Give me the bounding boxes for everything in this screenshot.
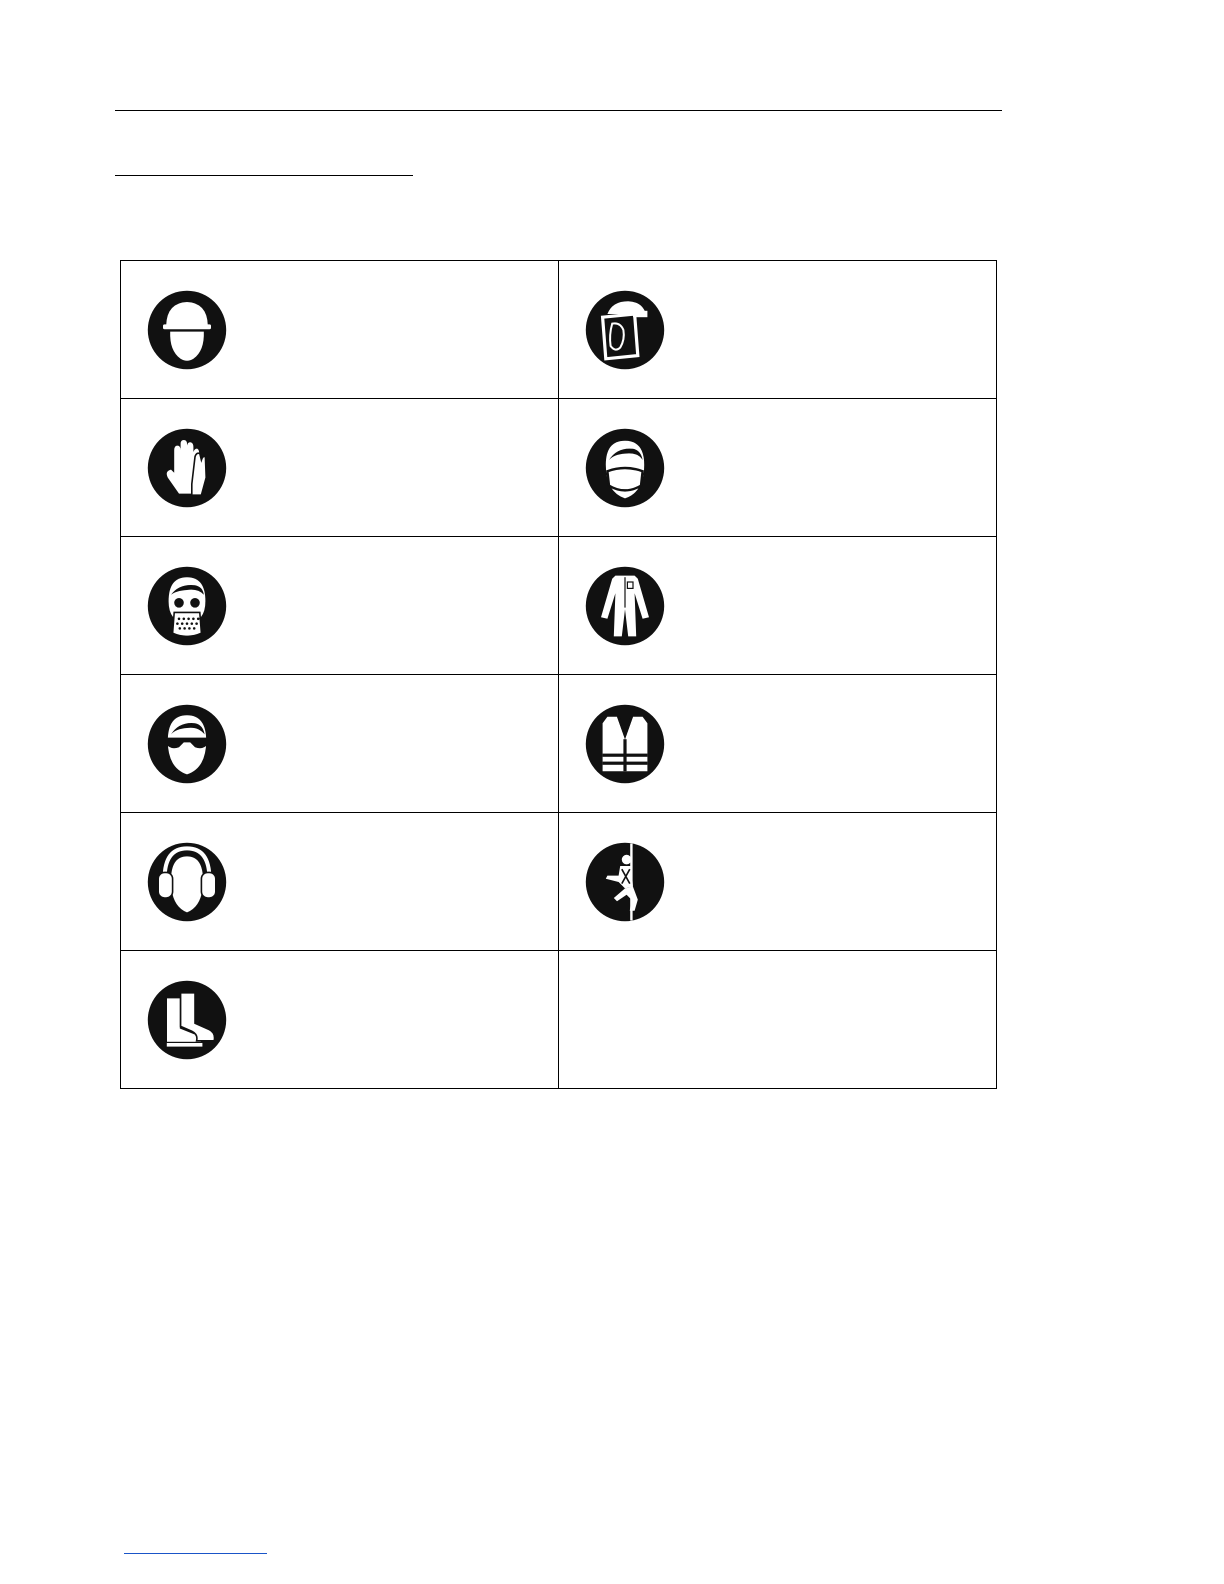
safety-glasses-icon <box>147 704 227 784</box>
table-cell <box>559 813 997 951</box>
table-cell <box>559 537 997 675</box>
table-cell <box>121 261 559 399</box>
table-row <box>121 675 997 813</box>
ear-defenders-icon <box>147 842 227 922</box>
table-cell <box>121 813 559 951</box>
table-row <box>121 951 997 1089</box>
page-header-rule <box>115 110 1002 111</box>
table-cell <box>559 399 997 537</box>
coverall-icon <box>585 566 665 646</box>
heading-underline <box>115 175 413 176</box>
table-cell <box>121 399 559 537</box>
safety-boots-icon <box>147 980 227 1060</box>
table-row <box>121 537 997 675</box>
footer-link-underline[interactable] <box>124 1553 267 1554</box>
table-row <box>121 261 997 399</box>
table-row <box>121 399 997 537</box>
ppe-signs-table <box>120 260 997 1089</box>
hard-hat-icon <box>147 290 227 370</box>
table-cell <box>121 537 559 675</box>
safety-harness-icon <box>585 842 665 922</box>
table-cell <box>121 675 559 813</box>
table-cell <box>121 951 559 1089</box>
hi-vis-vest-icon <box>585 704 665 784</box>
respirator-icon <box>147 566 227 646</box>
table-row <box>121 813 997 951</box>
face-shield-icon <box>585 290 665 370</box>
table-cell <box>559 261 997 399</box>
gloves-icon <box>147 428 227 508</box>
table-cell <box>559 675 997 813</box>
table-cell-empty <box>559 951 997 1089</box>
dust-mask-icon <box>585 428 665 508</box>
